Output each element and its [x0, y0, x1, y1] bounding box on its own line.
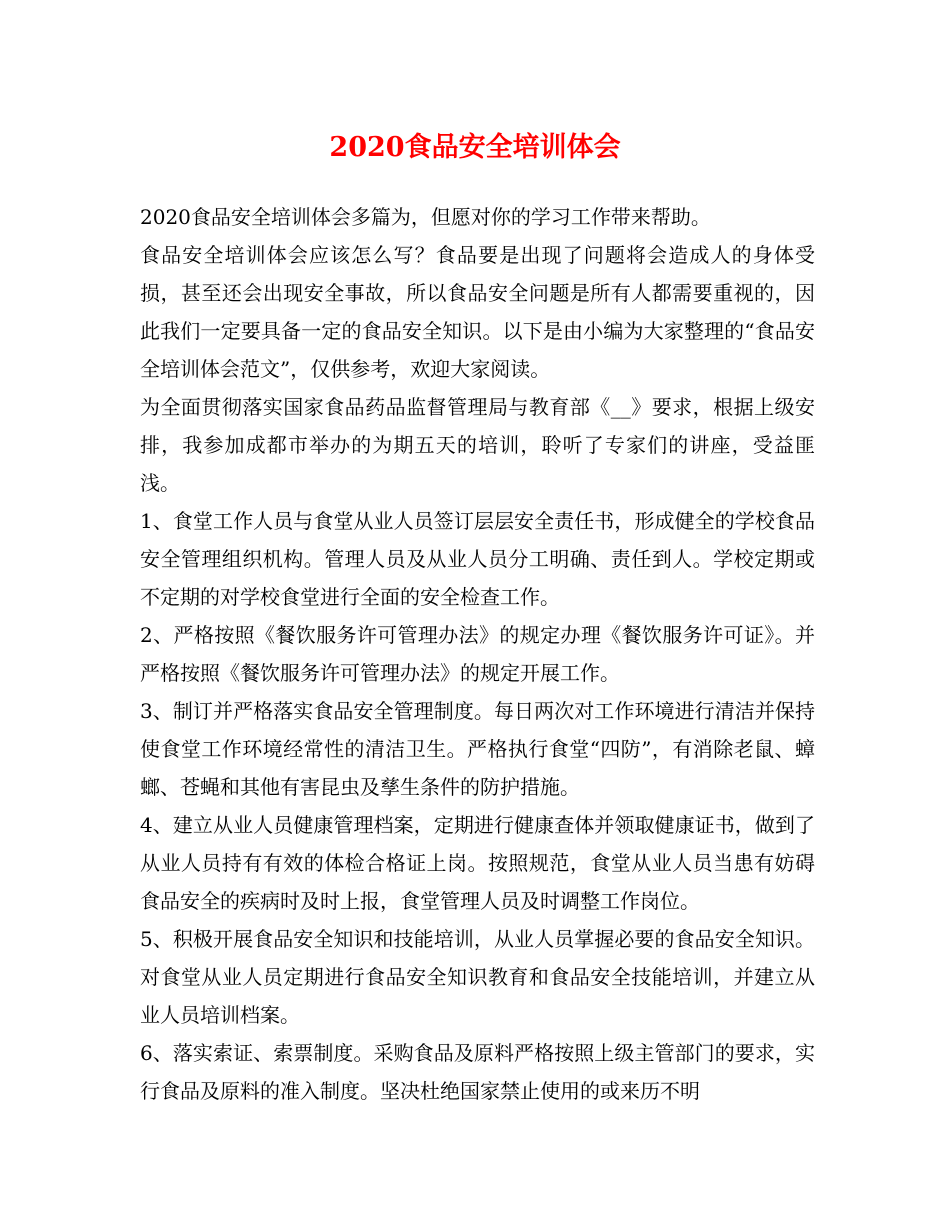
paragraph-item-4: 4、建立从业人员健康管理档案，定期进行健康查体并领取健康证书，做到了从业人员持有有效的体检合格证上岗。按照规范，食堂从业人员当患有妨碍食品安全的疾病时及时上报，食堂管理人员及时调整工作岗位。	[140, 813, 815, 913]
paragraph-item-6: 6、落实索证、索票制度。采购食品及原料严格按照上级主管部门的要求，实行食品及原料的准入制度。坚决杜绝国家禁止使用的或来历不明	[140, 1041, 815, 1103]
paragraph-item-2: 2、严格按照《餐饮服务许可管理办法》的规定办理《餐饮服务许可证》。并严格按照《餐饮服务许可管理办法》的规定开展工作。	[140, 623, 815, 685]
paragraph-item-1: 1、食堂工作人员与食堂从业人员签订层层安全责任书，形成健全的学校食品安全管理组织机构。管理人员及从业人员分工明确、责任到人。学校定期或不定期的对学校食堂进行全面的安全检查工作。	[140, 509, 815, 609]
paragraph-intro: 2020食品安全培训体会多篇为，但愿对你的学习工作带来帮助。	[140, 205, 711, 229]
paragraph-item-5: 5、积极开展食品安全知识和技能培训，从业人员掌握必要的食品安全知识。对食堂从业人员定期进行食品安全知识教育和食品安全技能培训，并建立从业人员培训档案。	[140, 927, 815, 1027]
paragraph-overview: 食品安全培训体会应该怎么写？食品要是出现了问题将会造成人的身体受损，甚至还会出现安全事故，所以食品安全问题是所有人都需要重视的，因此我们一定要具备一定的食品安全知识。以下是由小编为大家整理的“食品安全培训体会范文”，仅供参考，欢迎大家阅读。	[140, 243, 815, 381]
paragraph-background: 为全面贯彻落实国家食品药品监督管理局与教育部《__》要求，根据上级安排，我参加成都市举办的为期五天的培训，聆听了专家们的讲座，受益匪浅。	[140, 395, 815, 495]
document-body	[140, 198, 815, 1110]
document-title: 2020食品安全培训体会	[329, 132, 621, 163]
paragraph-item-3: 3、制订并严格落实食品安全管理制度。每日两次对工作环境进行清洁并保持使食堂工作环境经常性的清洁卫生。严格执行食堂“四防”，有消除老鼠、蟑螂、苍蝇和其他有害昆虫及孳生条件的防护措施。	[140, 699, 815, 799]
